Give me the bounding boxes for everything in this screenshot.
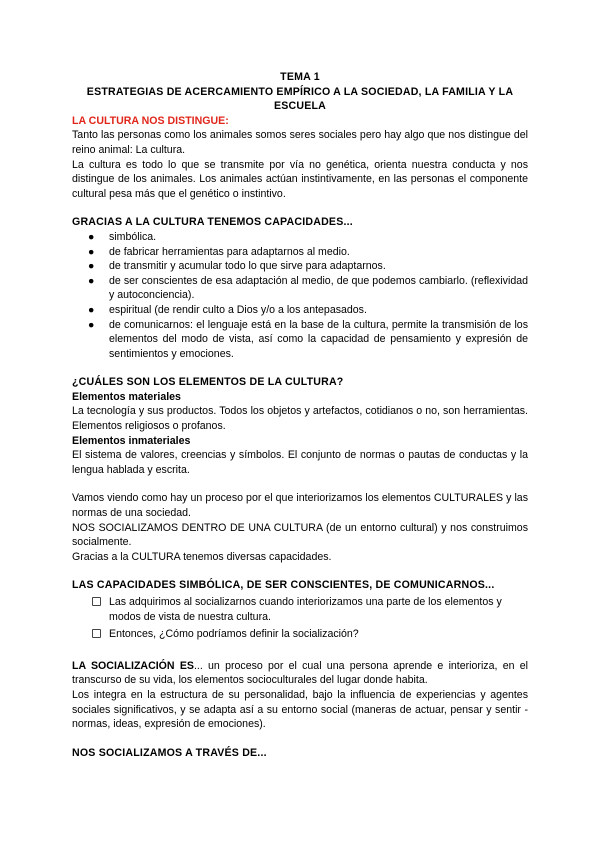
paragraph-seres-sociales: Tanto las personas como los animales somos seres sociales pero hay algo que nos distingue del reino animal: La cultura.: [72, 129, 528, 156]
paragraph-socializacion-integra: Los integra en la estructura de su personalidad, bajo la influencia de experiencias y agentes sociales significativos, y se adapta así a su entorno social (maneras de actuar, pensar y sentir - normas, ideas, expresión de emociones).: [72, 688, 528, 731]
paragraph-gracias-cultura: Gracias a la CULTURA tenemos diversas capacidades.: [72, 550, 332, 563]
checkbox-icon: [92, 597, 101, 606]
section-heading-elementos: ¿CUÁLES SON LOS ELEMENTOS DE LA CULTURA?: [72, 376, 344, 389]
bullet-icon: ●: [88, 318, 95, 331]
list-item: ● de comunicarnos: el lenguaje está en la base de la cultura, permite la transmisión de los elementos del modo de vista, así como la capacidad de pensamiento y expresión de sentimientos y emociones.: [88, 318, 528, 360]
list-item: Las adquirimos al socializarnos cuando interiorizamos una parte de los elementos y modos de vista de nuestra cultura.: [72, 595, 528, 624]
list-item: ● simbólica.: [88, 230, 157, 243]
document-title-line2: ESCUELA: [273, 100, 327, 113]
document-page: [72, 70, 528, 760]
bullet-icon: ●: [88, 260, 95, 273]
bullet-icon: ●: [88, 303, 95, 316]
section-heading-a-traves: NOS SOCIALIZAMOS A TRAVÉS DE...: [72, 746, 267, 759]
subheading-inmateriales: Elementos inmateriales: [72, 434, 191, 447]
list-item: Entonces, ¿Cómo podríamos definir la socialización?: [72, 627, 528, 642]
section-heading-capacidades-simbolica: LAS CAPACIDADES SIMBÓLICA, DE SER CONSCIENTES, DE COMUNICARNOS...: [72, 579, 495, 592]
section-heading-cultura-distingue: LA CULTURA NOS DISTINGUE:: [72, 114, 229, 127]
bullet-icon: ●: [88, 274, 95, 287]
list-item: ● de ser conscientes de esa adaptación al medio, de que podemos cambiarlo. (reflexividad y autoconciencia).: [88, 274, 528, 302]
tema-number: TEMA 1: [280, 71, 320, 83]
paragraph-definicion-cultura: La cultura es todo lo que se transmite por vía no genética, orienta nuestra conducta y nos distingue de los animales. Los animales actúan instintivamente, en las personas el componente cultural pesa más que el genético o instintivo.: [72, 158, 528, 200]
checkbox-icon: [92, 629, 101, 638]
paragraph-materiales: La tecnología y sus productos. Todos los objetos y artefactos, cotidianos o no, son herramientas. Elementos religiosos o profanos.: [72, 405, 528, 433]
section-heading-capacidades: GRACIAS A LA CULTURA TENEMOS CAPACIDADES...: [72, 216, 353, 229]
paragraph-inmateriales: El sistema de valores, creencias y símbolos. El conjunto de normas o pautas de conductas y la lengua hablada y escrita.: [72, 449, 528, 476]
subheading-materiales: Elementos materiales: [72, 390, 181, 403]
paragraph-proceso: Vamos viendo como hay un proceso por el que interiorizamos los elementos CULTURALES y las normas de una sociedad.: [72, 492, 528, 520]
list-item: ● espiritual (de rendir culto a Dios y/o a los antepasados.: [88, 303, 367, 316]
checkbox-list: [72, 595, 528, 642]
bullet-icon: ●: [88, 245, 95, 258]
list-item: ● de fabricar herramientas para adaptarnos al medio.: [88, 245, 350, 258]
document-title-line1: ESTRATEGIAS DE ACERCAMIENTO EMPÍRICO A LA SOCIEDAD, LA FAMILIA Y LA: [86, 85, 514, 98]
paragraph-socializacion-definicion: LA SOCIALIZACIÓN ES... un proceso por el cual una persona aprende e interioriza, en el transcurso de su vida, los elementos socioculturales del lugar donde habita.: [72, 659, 528, 687]
paragraph-nos-socializamos: NOS SOCIALIZAMOS DENTRO DE UNA CULTURA (de un entorno cultural) y nos construimos socialmente.: [72, 521, 528, 549]
bullet-icon: ●: [88, 230, 95, 243]
capacidades-list: [72, 230, 528, 361]
socializacion-lead: LA SOCIALIZACIÓN ES: [72, 659, 194, 672]
list-item: ● de transmitir y acumular todo lo que sirve para adaptarnos.: [88, 260, 386, 273]
